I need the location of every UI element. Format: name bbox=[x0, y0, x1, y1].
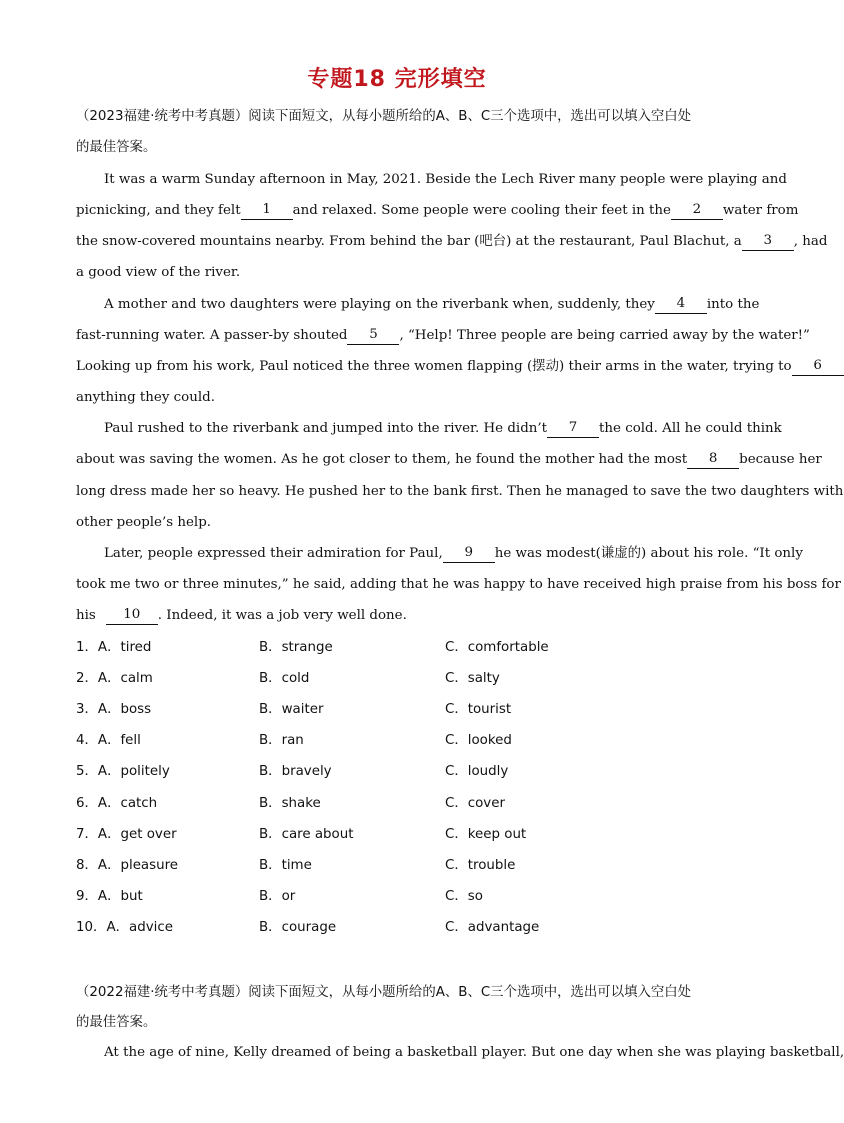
option-b[interactable]: B．cold bbox=[259, 671, 310, 687]
question-number: 3． bbox=[76, 702, 98, 718]
question-number: 2． bbox=[76, 671, 98, 687]
option-a-text: A．pleasure bbox=[97, 857, 179, 873]
section2-instruction bbox=[76, 984, 719, 1002]
passage-line bbox=[76, 327, 810, 345]
question-number: 4． bbox=[76, 733, 98, 749]
option-a[interactable] bbox=[76, 795, 157, 813]
option-a[interactable] bbox=[76, 919, 173, 937]
option-a-text: A．fell bbox=[97, 733, 141, 749]
passage-text: the snow-covered mountains nearby. From behind the bar (吧台) at the restaurant, Paul Blachut, a bbox=[76, 234, 742, 249]
question-number: 10． bbox=[76, 919, 107, 935]
option-c[interactable]: C．loudly bbox=[445, 764, 509, 780]
passage-text: A mother and two daughters were playing on the riverbank when, suddenly, they bbox=[104, 297, 655, 312]
question-number: 1． bbox=[76, 640, 98, 655]
option-a[interactable] bbox=[76, 701, 151, 719]
option-row bbox=[76, 763, 719, 781]
blank-5[interactable]: 5 bbox=[347, 327, 399, 345]
question-number: 8． bbox=[76, 857, 98, 873]
passage-text: a good view of the river. bbox=[76, 265, 241, 280]
option-b[interactable]: B．time bbox=[259, 857, 312, 873]
option-c[interactable]: C．salty bbox=[445, 671, 500, 687]
passage-text: picnicking, and they felt bbox=[76, 203, 241, 218]
passage-text: long dress made her so heavy. He pushed her to the bank first. Then he managed to save the two daughters with bbox=[76, 484, 844, 499]
blank-9[interactable]: 9 bbox=[443, 545, 495, 563]
option-row bbox=[76, 888, 719, 906]
blank-8[interactable]: 8 bbox=[687, 451, 739, 469]
passage-line bbox=[76, 576, 841, 594]
option-b[interactable]: B．waiter bbox=[259, 702, 324, 718]
passage-line bbox=[104, 1044, 844, 1062]
option-c[interactable]: C．comfortable bbox=[445, 640, 549, 655]
option-a[interactable] bbox=[76, 639, 151, 657]
section1-instruction bbox=[76, 108, 719, 126]
option-a-text: A．tired bbox=[97, 640, 152, 655]
passage-text: anything they could. bbox=[76, 390, 215, 405]
option-a[interactable] bbox=[76, 888, 143, 906]
section2-instruction-cont bbox=[76, 1014, 719, 1032]
question-number: 9． bbox=[76, 888, 98, 904]
blank-3[interactable]: 3 bbox=[742, 233, 794, 251]
option-a-text: A．but bbox=[97, 888, 143, 904]
option-a[interactable] bbox=[76, 732, 141, 750]
blank-2[interactable]: 2 bbox=[671, 202, 723, 220]
passage-line bbox=[104, 545, 803, 563]
passage-line bbox=[76, 451, 822, 469]
blank-6[interactable]: 6 bbox=[792, 358, 844, 376]
question-number: 6． bbox=[76, 795, 98, 811]
option-a-text: A．boss bbox=[97, 702, 152, 718]
instruction-text: （2023福建·统考中考真题）阅读下面短文，从每小题所给的A、B、C三个选项中，选出可以填入空白处 bbox=[76, 109, 692, 124]
section1-instruction-cont bbox=[76, 139, 719, 157]
passage-text: At the age of nine, Kelly dreamed of being a basketball player. But one day when she was playing basketball, bbox=[104, 1045, 844, 1060]
passage-text: into the bbox=[706, 297, 760, 312]
passage-line bbox=[104, 171, 787, 189]
passage-text: about was saving the women. As he got closer to them, he found the mother had the most bbox=[76, 452, 688, 467]
option-a[interactable] bbox=[76, 826, 177, 844]
option-a-text: A．catch bbox=[97, 795, 158, 811]
blank-10[interactable]: 10 bbox=[106, 607, 158, 625]
option-b[interactable]: B．strange bbox=[259, 640, 333, 655]
passage-line bbox=[76, 389, 719, 407]
option-row bbox=[76, 919, 719, 937]
option-row bbox=[76, 857, 719, 875]
option-c[interactable]: C．so bbox=[445, 888, 483, 904]
option-row bbox=[76, 732, 719, 750]
option-a[interactable] bbox=[76, 857, 178, 875]
option-c[interactable]: C．keep out bbox=[445, 826, 527, 842]
option-a-text: A．calm bbox=[97, 671, 153, 687]
option-b[interactable]: B．bravely bbox=[259, 764, 332, 780]
instruction-text: （2022福建·统考中考真题）阅读下面短文，从每小题所给的A、B、C三个选项中，选出可以填入空白处 bbox=[76, 985, 692, 1000]
passage-text: , “Help! Three people are being carried away by the water!” bbox=[399, 328, 810, 343]
passage-text: Looking up from his work, Paul noticed the three women flapping (摆动) their arms in the water, trying to bbox=[76, 359, 792, 374]
passage-line bbox=[76, 358, 822, 376]
passage-line bbox=[76, 233, 828, 251]
passage-line bbox=[76, 514, 719, 532]
option-b[interactable]: B．care about bbox=[259, 826, 354, 842]
blank-7[interactable]: 7 bbox=[547, 420, 599, 438]
passage-text: his bbox=[76, 608, 96, 623]
passage-text: . Indeed, it was a job very well done. bbox=[157, 608, 407, 623]
instruction-text: 的最佳答案。 bbox=[76, 1015, 157, 1030]
option-c[interactable]: C．advantage bbox=[445, 919, 540, 935]
option-row bbox=[76, 826, 719, 844]
passage-line bbox=[76, 264, 719, 282]
option-b[interactable]: B．or bbox=[259, 888, 296, 904]
option-row bbox=[76, 639, 719, 657]
passage-text: It was a warm Sunday afternoon in May, 2021. Beside the Lech River many people were playing and bbox=[104, 172, 787, 187]
passage-line bbox=[76, 483, 844, 501]
passage-text: fast-running water. A passer-by shouted bbox=[76, 328, 348, 343]
option-a-text: A．advice bbox=[106, 919, 173, 935]
passage-text: because her bbox=[739, 452, 822, 467]
option-c[interactable]: C．looked bbox=[445, 733, 512, 749]
passage-line bbox=[104, 296, 760, 314]
option-c[interactable]: C．cover bbox=[445, 795, 505, 811]
passage-line bbox=[76, 202, 799, 220]
passage-line bbox=[104, 420, 782, 438]
option-b[interactable]: B．shake bbox=[259, 795, 321, 811]
option-c[interactable]: C．trouble bbox=[445, 857, 516, 873]
option-a-text: A．politely bbox=[97, 764, 170, 780]
option-b[interactable]: B．ran bbox=[259, 733, 304, 749]
option-c[interactable]: C．tourist bbox=[445, 702, 512, 718]
question-number: 7． bbox=[76, 826, 98, 842]
option-a-text: A．get over bbox=[97, 826, 177, 842]
passage-text: Paul rushed to the riverbank and jumped into the river. He didn’t bbox=[104, 421, 548, 436]
passage-text: other people’s help. bbox=[76, 515, 212, 530]
question-number: 5． bbox=[76, 764, 98, 780]
passage-text: water from bbox=[722, 203, 799, 218]
passage-text: , had bbox=[793, 234, 828, 249]
passage-text: and relaxed. Some people were cooling their feet in the bbox=[292, 203, 671, 218]
option-row bbox=[76, 701, 719, 719]
passage-text: he was modest(谦虚的) about his role. “It only bbox=[494, 546, 803, 561]
option-row bbox=[76, 670, 719, 688]
option-a[interactable] bbox=[76, 670, 153, 688]
page-title: 专题18 完形填空 bbox=[307, 67, 487, 92]
passage-line bbox=[76, 607, 719, 625]
option-row bbox=[76, 795, 719, 813]
blank-4[interactable]: 4 bbox=[655, 296, 707, 314]
passage-text: took me two or three minutes,” he said, adding that he was happy to have received high praise from his boss for bbox=[76, 577, 841, 592]
passage-text: Later, people expressed their admiration for Paul, bbox=[104, 546, 443, 561]
passage-text: the cold. All he could think bbox=[599, 421, 782, 436]
instruction-text: 的最佳答案。 bbox=[76, 140, 157, 155]
blank-1[interactable]: 1 bbox=[241, 202, 293, 220]
option-b[interactable]: B．courage bbox=[259, 919, 337, 935]
option-a[interactable] bbox=[76, 763, 170, 781]
